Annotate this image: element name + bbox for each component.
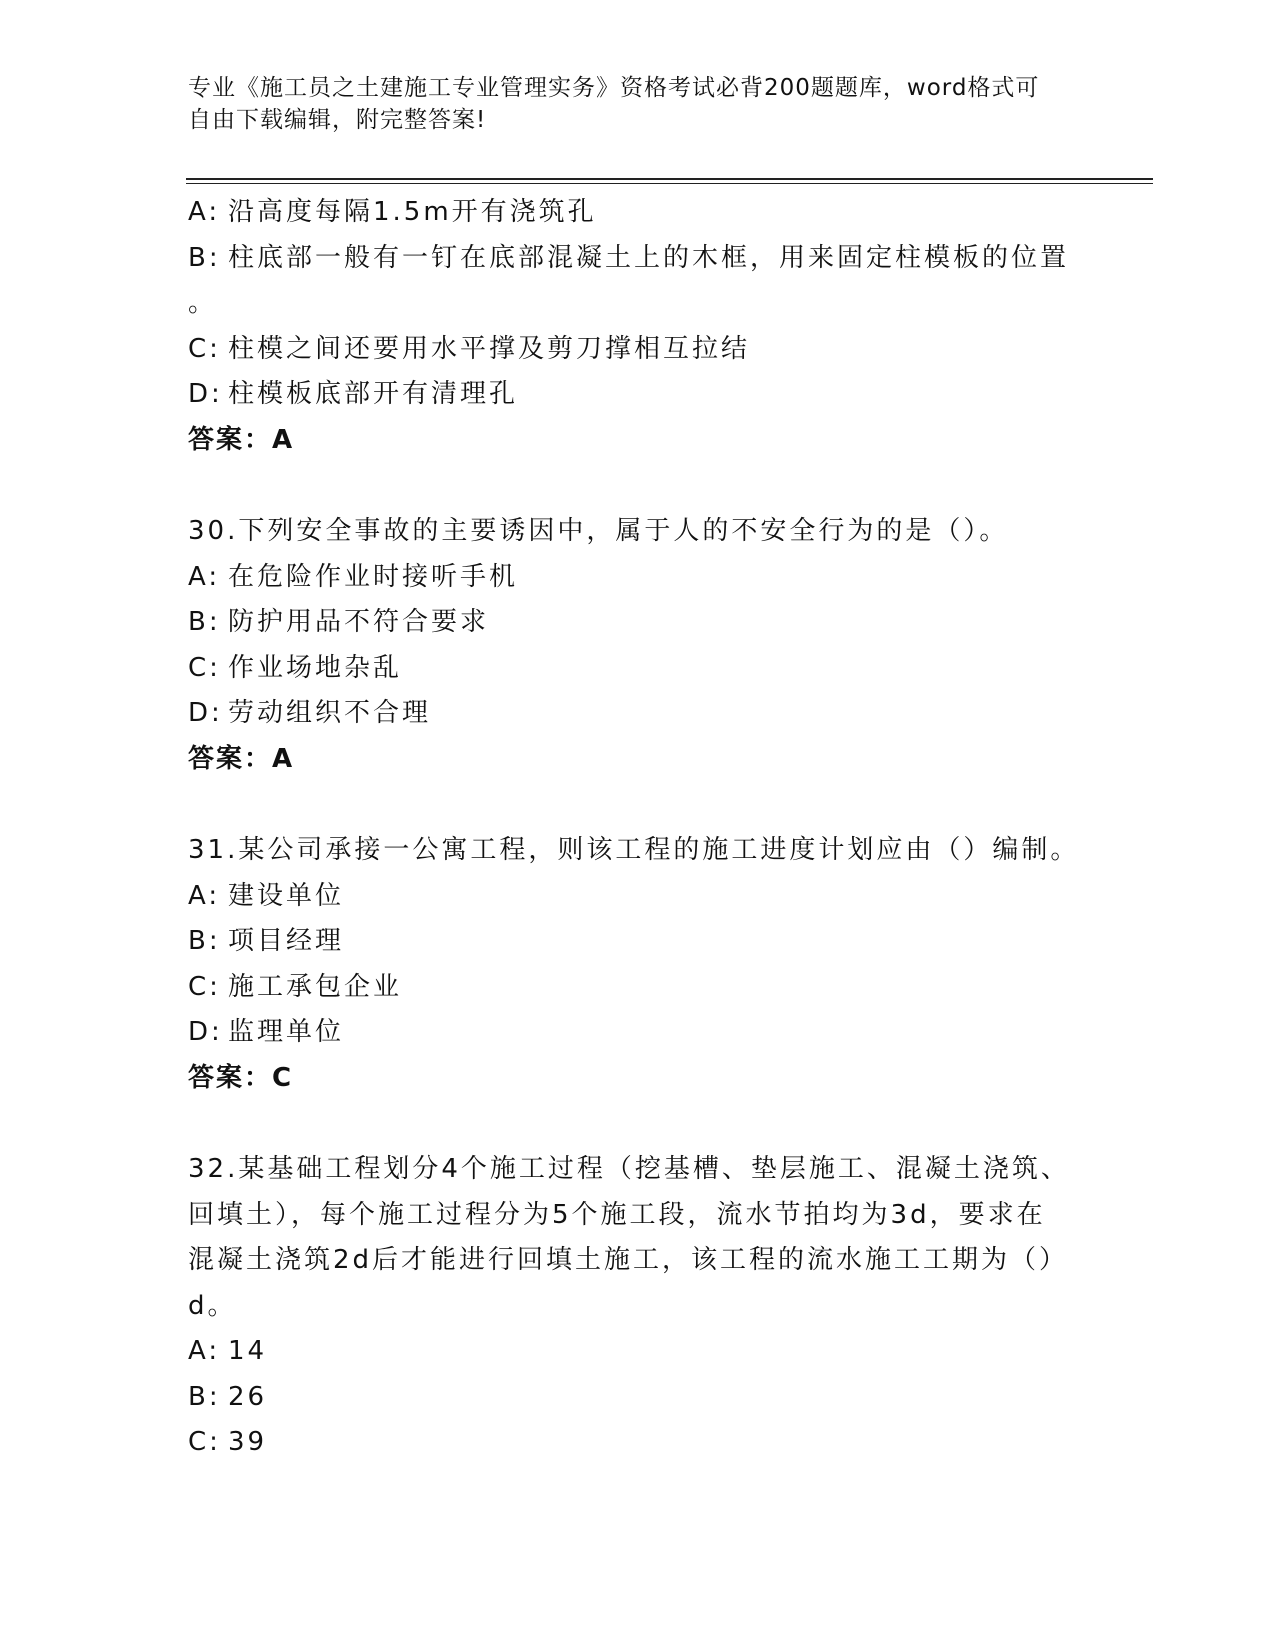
- option-d: D: 劳动组织不合理: [188, 698, 432, 728]
- option-c: C: 柱模之间还要用水平撑及剪刀撑相互拉结: [188, 333, 751, 364]
- document-header: [188, 72, 1088, 136]
- option-a: A: 沿高度每隔1.5m开有浇筑孔: [188, 197, 597, 227]
- question-content: [188, 190, 1088, 1466]
- answer: 答案：C: [188, 1062, 294, 1093]
- question-32: [188, 1147, 1088, 1466]
- header-line-2: 自由下载编辑，附完整答案!: [188, 107, 487, 133]
- question-31: [188, 828, 1088, 1101]
- question-stem-line-4: d。: [188, 1290, 237, 1321]
- header-line-1: 专业《施工员之土建施工专业管理实务》资格考试必背200题题库，word格式可: [188, 75, 1040, 101]
- option-d: D: 柱模板底部开有清理孔: [188, 379, 519, 409]
- question-stem: 31.某公司承接一公寓工程，则该工程的施工进度计划应由（）编制。: [188, 835, 1080, 865]
- question-30: [188, 509, 1088, 782]
- question-stem-line-2: 回填土），每个施工过程分为5个施工段，流水节拍均为3d，要求在: [188, 1199, 1046, 1230]
- option-a: A: 14: [188, 1336, 268, 1366]
- option-c: C: 作业场地杂乱: [188, 652, 403, 683]
- option-b: B: 柱底部一般有一钉在底部混凝土上的木框，用来固定柱模板的位置: [188, 242, 1070, 273]
- answer: 答案：A: [188, 424, 295, 455]
- option-c: C: 39: [188, 1427, 268, 1457]
- option-a: A: 建设单位: [188, 880, 345, 911]
- question-29: [188, 190, 1088, 463]
- header-divider: [186, 178, 1153, 180]
- option-a: A: 在危险作业时接听手机: [188, 561, 519, 592]
- option-b: B: 26: [188, 1381, 268, 1412]
- answer: 答案：A: [188, 743, 295, 774]
- option-b-continuation: 。: [188, 288, 218, 318]
- option-d: D: 监理单位: [188, 1017, 345, 1047]
- question-stem-line-1: 32.某基础工程划分4个施工过程（挖基槽、垫层施工、混凝土浇筑、: [188, 1154, 1070, 1184]
- header-divider-thin: [186, 183, 1153, 184]
- question-stem: 30.下列安全事故的主要诱因中，属于人的不安全行为的是（）。: [188, 516, 1009, 546]
- option-c: C: 施工承包企业: [188, 971, 403, 1002]
- question-stem-line-3: 混凝土浇筑2d后才能进行回填土施工，该工程的流水施工工期为（）: [188, 1245, 1069, 1275]
- option-b: B: 项目经理: [188, 926, 345, 956]
- option-b: B: 防护用品不符合要求: [188, 607, 490, 637]
